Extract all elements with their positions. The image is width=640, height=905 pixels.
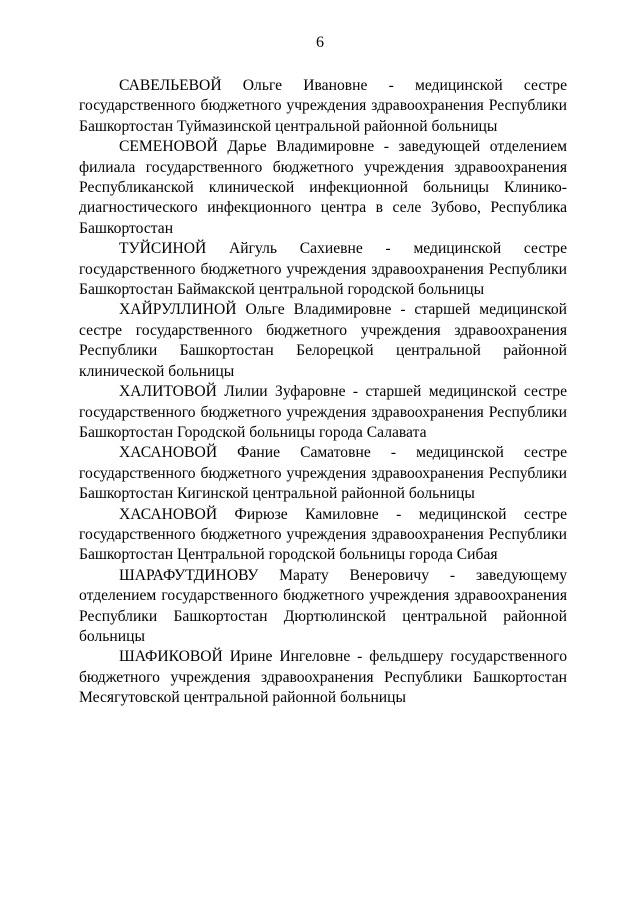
list-entry-6: ХАСАНОВОЙ Фание Саматовне - медицинской сестре государственного бюджетного учреждения здравоохранения Республики Башкортостан Кигинской центральной районной больницы	[79, 444, 567, 503]
list-entry-2: СЕМЕНОВОЙ Дарье Владимировне - заведующей отделением филиала государственного бюджетного учреждения здравоохранения Республиканской клинической инфекционной больницы Клинико-диагностического инфекционного центра в селе Зубово, Республика Башкортостан	[79, 138, 567, 237]
list-entry-8: ШАРАФУТДИНОВУ Марату Венеровичу - заведующему отделением государственного бюджетного учреждения здравоохранения Республики Башкортостан Дюртюлинской центральной районной больницы	[79, 566, 567, 645]
list-entry-1: САВЕЛЬЕВОЙ Ольге Ивановне - медицинской сестре государственного бюджетного учреждения здравоохранения Республики Башкортостан Туймазинской центральной районной больницы	[79, 77, 567, 135]
list-entry-5: ХАЛИТОВОЙ Лилии Зуфаровне - старшей медицинской сестре государственного бюджетного учреждения здравоохранения Республики Башкортостан Городской больницы города Салавата	[79, 383, 567, 441]
list-entry-4: ХАЙРУЛЛИНОЙ Ольге Владимировне - старшей медицинской сестре государственного бюджетного учреждения здравоохранения Республики Башкортостан Белорецкой центральной районной клинической больницы	[79, 301, 567, 380]
list-entry-9: ШАФИКОВОЙ Ирине Ингеловне - фельдшеру государственного бюджетного учреждения здравоохранения Республики Башкортостан Месягутовской центральной районной больницы	[79, 648, 567, 707]
page-number: 6	[316, 34, 324, 51]
list-entry-3: ТУЙСИНОЙ Айгуль Сахиевне - медицинской сестре государственного бюджетного учреждения здравоохранения Республики Башкортостан Баймакской центральной городской больницы	[79, 240, 567, 299]
list-entry-7: ХАСАНОВОЙ Фирюзе Камиловне - медицинской сестре государственного бюджетного учреждения здравоохранения Республики Башкортостан Центральной городской больницы города Сибая	[79, 505, 567, 564]
award-list	[79, 76, 567, 709]
